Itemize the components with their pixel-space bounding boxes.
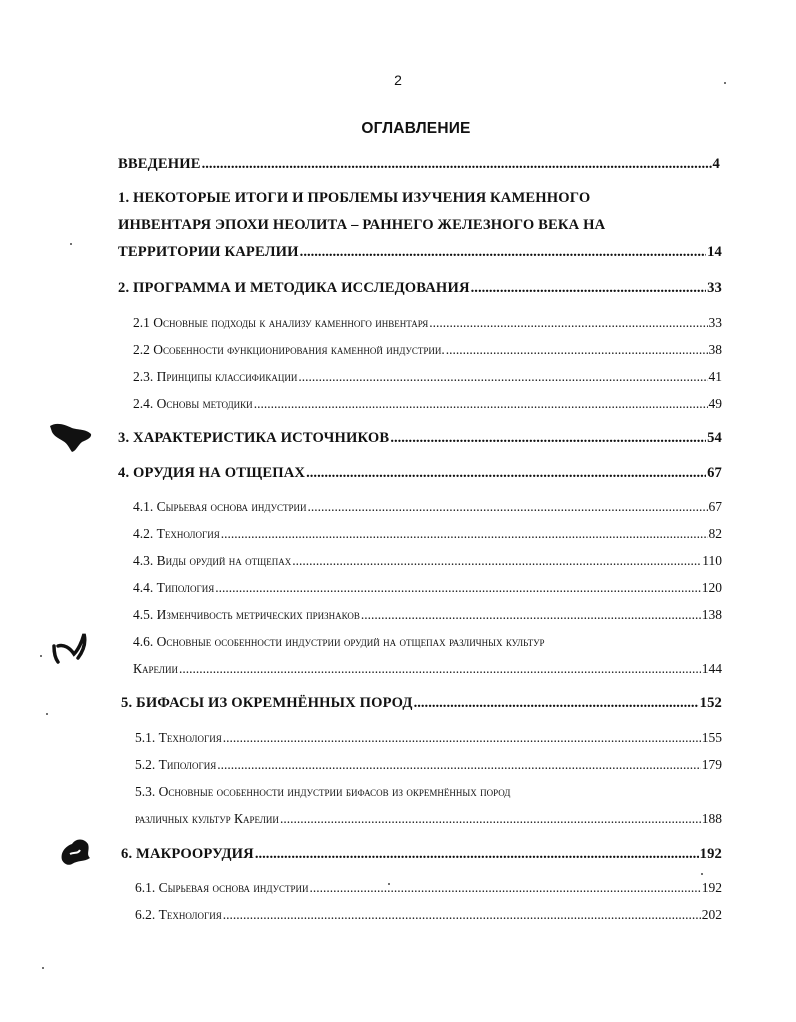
toc-entry-label: 5.3. Основные особенности индустрии бифасов из окремнённых пород bbox=[135, 784, 511, 799]
ink-mark bbox=[50, 628, 94, 668]
toc-entry-intro[interactable] bbox=[118, 156, 720, 173]
toc-entry-ch3[interactable] bbox=[118, 430, 722, 447]
page-number: 2 bbox=[394, 72, 402, 88]
toc-entry-page: 33 bbox=[708, 315, 722, 330]
dot-leader bbox=[255, 846, 699, 863]
toc-entry-label: 2. ПРОГРАММА И МЕТОДИКА ИССЛЕДОВАНИЯ bbox=[118, 280, 470, 296]
toc-entry-4-2[interactable] bbox=[133, 526, 722, 542]
toc-entry-page: 188 bbox=[701, 811, 722, 826]
dot-leader bbox=[471, 280, 706, 297]
toc-entry-ch5[interactable] bbox=[121, 695, 722, 712]
toc-entry-label: 2.1 Основные подходы к анализу каменного инвентаря bbox=[133, 315, 429, 330]
dot-leader bbox=[215, 580, 701, 596]
toc-entry-2-2[interactable] bbox=[133, 342, 722, 358]
toc-entry-6-1[interactable] bbox=[135, 880, 722, 896]
toc-entry-6-2[interactable] bbox=[135, 907, 722, 923]
toc-entry-label: 2.4. Основы методики bbox=[133, 396, 253, 411]
toc-entry-ch4[interactable] bbox=[118, 465, 722, 482]
toc-entry-page: 110 bbox=[702, 553, 722, 568]
dot-leader bbox=[361, 607, 701, 623]
toc-entry-page: 179 bbox=[701, 757, 722, 772]
toc-entry-label: ТЕРРИТОРИИ КАРЕЛИИ bbox=[118, 244, 299, 260]
dot-leader bbox=[414, 695, 699, 712]
toc-entry-page: 49 bbox=[708, 396, 722, 411]
toc-title: ОГЛАВЛЕНИЕ bbox=[361, 120, 471, 137]
toc-entry-page: 67 bbox=[707, 465, 722, 481]
toc-entry-label: 4.6. Основные особенности индустрии орудий на отщепах различных культур bbox=[133, 634, 545, 649]
toc-entry-label: 2.2 Особенности функционирования каменной индустрии. bbox=[133, 342, 445, 357]
toc-entry-label: 4.3. Виды орудий на отщепах bbox=[133, 553, 292, 568]
toc-entry-page: 54 bbox=[707, 430, 722, 446]
toc-entry-label: различных культур Карелии bbox=[135, 811, 279, 826]
toc-entry-page: 138 bbox=[701, 607, 722, 622]
toc-entry-label: 1. НЕКОТОРЫЕ ИТОГИ И ПРОБЛЕМЫ ИЗУЧЕНИЯ КАМЕННОГО bbox=[118, 190, 591, 206]
toc-entry-page: 4 bbox=[712, 156, 720, 172]
toc-entry-4-1[interactable] bbox=[133, 499, 722, 515]
dot-leader bbox=[202, 156, 712, 173]
toc-entry-label: 6. МАКРООРУДИЯ bbox=[121, 846, 254, 862]
toc-entry-page: 144 bbox=[701, 661, 722, 676]
toc-entry-label: 3. ХАРАКТЕРИСТИКА ИСТОЧНИКОВ bbox=[118, 430, 390, 446]
dot-leader bbox=[390, 430, 706, 447]
speck bbox=[388, 883, 390, 885]
dot-leader bbox=[446, 342, 708, 358]
dot-leader bbox=[254, 396, 708, 412]
speck bbox=[701, 873, 703, 875]
dot-leader bbox=[217, 757, 701, 773]
toc-entry-page: 41 bbox=[708, 369, 722, 384]
dot-leader bbox=[298, 369, 707, 385]
toc-entry-page: 120 bbox=[701, 580, 722, 595]
toc-entry-ch2[interactable] bbox=[118, 280, 722, 297]
toc-entry-label: 5.1. Технология bbox=[135, 730, 222, 745]
ink-blot bbox=[48, 420, 94, 454]
toc-entry-2-4[interactable] bbox=[133, 396, 722, 412]
toc-entry-4-4[interactable] bbox=[133, 580, 722, 596]
toc-entry-4-6[interactable] bbox=[133, 661, 722, 677]
toc-entry-label: 6.2. Технология bbox=[135, 907, 222, 922]
dot-leader bbox=[292, 553, 701, 569]
toc-entry-page: 38 bbox=[708, 342, 722, 357]
dot-leader bbox=[179, 661, 701, 677]
toc-entry-ch1-line1[interactable] bbox=[118, 190, 720, 207]
toc-entry-label: 4. ОРУДИЯ НА ОТЩЕПАХ bbox=[118, 465, 306, 481]
dot-leader bbox=[310, 880, 701, 896]
toc-entry-label: 4.4. Типология bbox=[133, 580, 215, 595]
dot-leader bbox=[221, 526, 708, 542]
toc-entry-label: 6.1. Сырьевая основа индустрии bbox=[135, 880, 309, 895]
dot-leader bbox=[223, 730, 701, 746]
toc-entry-page: 192 bbox=[699, 846, 722, 862]
speck bbox=[46, 713, 48, 715]
toc-entry-4-6-line1[interactable] bbox=[133, 634, 725, 650]
toc-entry-page: 202 bbox=[701, 907, 722, 922]
toc-entry-label: ВВЕДЕНИЕ bbox=[118, 156, 201, 172]
toc-entry-label: Карелии bbox=[133, 661, 178, 676]
toc-entry-ch1[interactable] bbox=[118, 244, 722, 261]
toc-entry-page: 192 bbox=[701, 880, 722, 895]
ink-blot bbox=[56, 834, 96, 870]
toc-entry-page: 67 bbox=[708, 499, 722, 514]
toc-entry-2-3[interactable] bbox=[133, 369, 722, 385]
toc-entry-page: 152 bbox=[699, 695, 722, 711]
dot-leader bbox=[308, 499, 708, 515]
toc-entry-ch1-line2[interactable] bbox=[118, 217, 720, 234]
toc-entry-label: 2.3. Принципы классификации bbox=[133, 369, 298, 384]
dot-leader bbox=[300, 244, 706, 261]
toc-entry-5-3-line1[interactable] bbox=[135, 784, 722, 800]
toc-entry-label: 5. БИФАСЫ ИЗ ОКРЕМНЁННЫХ ПОРОД bbox=[121, 695, 413, 711]
toc-entry-page: 82 bbox=[708, 526, 722, 541]
toc-entry-ch6[interactable] bbox=[121, 846, 722, 863]
speck bbox=[70, 243, 72, 245]
toc-entry-5-3[interactable] bbox=[135, 811, 722, 827]
toc-entry-label: 4.5. Изменчивость метрических признаков bbox=[133, 607, 360, 622]
toc-entry-label: 5.2. Типология bbox=[135, 757, 217, 772]
toc-entry-4-3[interactable] bbox=[133, 553, 722, 569]
toc-entry-label: 4.2. Технология bbox=[133, 526, 220, 541]
toc-entry-4-5[interactable] bbox=[133, 607, 722, 623]
toc-entry-label: 4.1. Сырьевая основа индустрии bbox=[133, 499, 307, 514]
speck bbox=[724, 82, 726, 84]
dot-leader bbox=[306, 465, 706, 482]
dot-leader bbox=[429, 315, 707, 331]
toc-entry-label: ИНВЕНТАРЯ ЭПОХИ НЕОЛИТА – РАННЕГО ЖЕЛЕЗНОГО ВЕКА НА bbox=[118, 217, 606, 233]
dot-leader bbox=[223, 907, 701, 923]
toc-entry-page: 14 bbox=[707, 244, 722, 260]
speck bbox=[42, 967, 44, 969]
speck bbox=[40, 655, 42, 657]
toc-entry-page: 33 bbox=[707, 280, 722, 296]
toc-entry-5-1[interactable] bbox=[135, 730, 722, 746]
dot-leader bbox=[280, 811, 701, 827]
toc-entry-2-1[interactable] bbox=[133, 315, 722, 331]
toc-entry-page: 155 bbox=[701, 730, 722, 745]
toc-entry-5-2[interactable] bbox=[135, 757, 722, 773]
